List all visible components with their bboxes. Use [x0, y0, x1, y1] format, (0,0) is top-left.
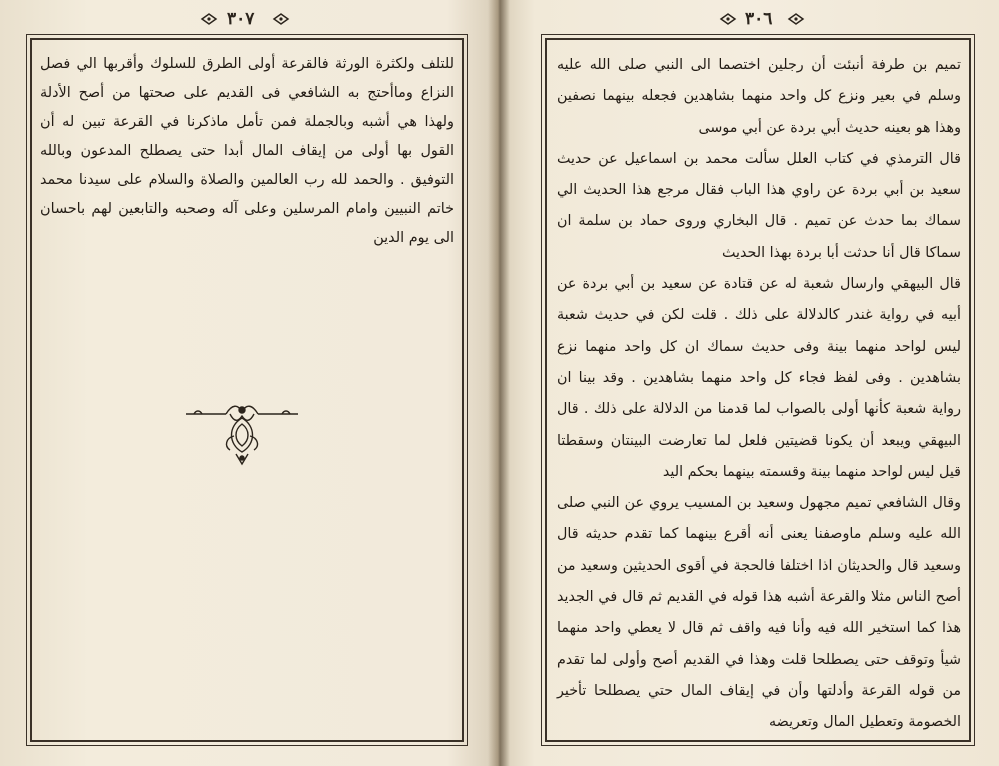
page-number-ornament-icon: [719, 12, 737, 26]
page-number-ornament-icon: [272, 12, 290, 26]
right-paragraph-3: قال البيهقي وارسال شعبة له عن قتادة عن سعيد بن أبي بردة عن أبيه في رواية غندر كالدلالة على ذلك . قلت لكن في حديث شعبة ليس لواحد منهما بينة وفى حديث سماك ان كل واحد منهما نزع بشاهدين . وفى لفظ فجاء كل واحد منهما بشاهدين . وقد بينا ان رواية شعبة كأنها أولى بالصواب لما قدمنا من الدلالة على ذلك . قال البيهقي ويبعد أن يكونا قضيتين فلعل لما تعارضت البينتان وسقطتا قيل ليس لواحد منهما بينة وقسمته بينهما بحكم اليد: [557, 276, 961, 480]
right-paragraph-4: وقال الشافعي تميم مجهول وسعيد بن المسيب يروي عن النبي صلى الله عليه وسلم ماوصفنا يعنى أنه أقرع بينهما كما تقدم حديثه قال وسعيد قال والحديثان اذا اختلفا فالحجة في أقوى الحديثين وسعيد من أصح الناس مثلا والقرعة أشبه هذا قوله في القديم ثم قال في الجديد هذا كما استخير الله فيه وأنا فيه واقف ثم قال لا يعطي واحد منهما شيأ وتوقف حتى يصطلحا قلت وهذا في القديم أصح وأولى لما تقدم من قوله القرعة وأدلتها وأن في إيقاف المال حتي يصطلحا تأخير الخصومة وتعطيل المال وتعريضه: [557, 495, 961, 731]
page-number-ornament-icon: [200, 12, 218, 26]
end-ornament-icon: [182, 400, 302, 472]
left-page-body: [40, 50, 454, 253]
right-paragraph-2: قال الترمذي في كتاب العلل سألت محمد بن اسماعيل عن حديث سعيد بن أبي بردة عن راوي هذا الباب فقال مرجع هذا الحديث الي سماك بما حدث عن تميم . قال البخاري وروى حماد بن سلمة ان سماكا قال أنا حدثت أبا بردة بهذا الحديث: [557, 150, 961, 261]
left-page: [0, 0, 496, 766]
page-number-ornament-icon: [787, 12, 805, 26]
book-gutter: [488, 0, 510, 766]
right-page-body: [557, 50, 961, 739]
right-page-frame: [545, 9, 971, 742]
right-page-number: ٣٠٦: [745, 9, 773, 29]
left-paragraph-1: للتلف ولكثرة الورثة فالقرعة أولى الطرق للسلوك وأقربها الي فصل النزاع وماأحتج به الشافعي فى القديم على صحتها من أصح الأدلة ولهذا هي أشبه وبالجملة فمن تأمل ماذكرنا في القرعة تبين له أن القول بها أولى من إيقاف المال أبدا حتى يصطلح المدعون وبالله التوفيق . والحمد لله رب العالمين والصلاة والسلام على سيدنا محمد خاتم النبيين وامام المرسلين وعلى آله وصحبه والتابعين لهم باحسان الى يوم الدين: [40, 56, 454, 246]
right-page: [500, 0, 999, 766]
left-page-number: ٣٠٧: [227, 9, 255, 29]
left-page-frame: [30, 9, 464, 742]
right-paragraph-1: تميم بن طرفة أنبئت أن رجلين اختصما الى النبي صلى الله عليه وسلم في بعير ونزع كل واحد منهما بشاهدين فجعله بينهما نصفين وهذا هو بعينه حديث أبي بردة عن أبي موسى: [557, 57, 961, 136]
